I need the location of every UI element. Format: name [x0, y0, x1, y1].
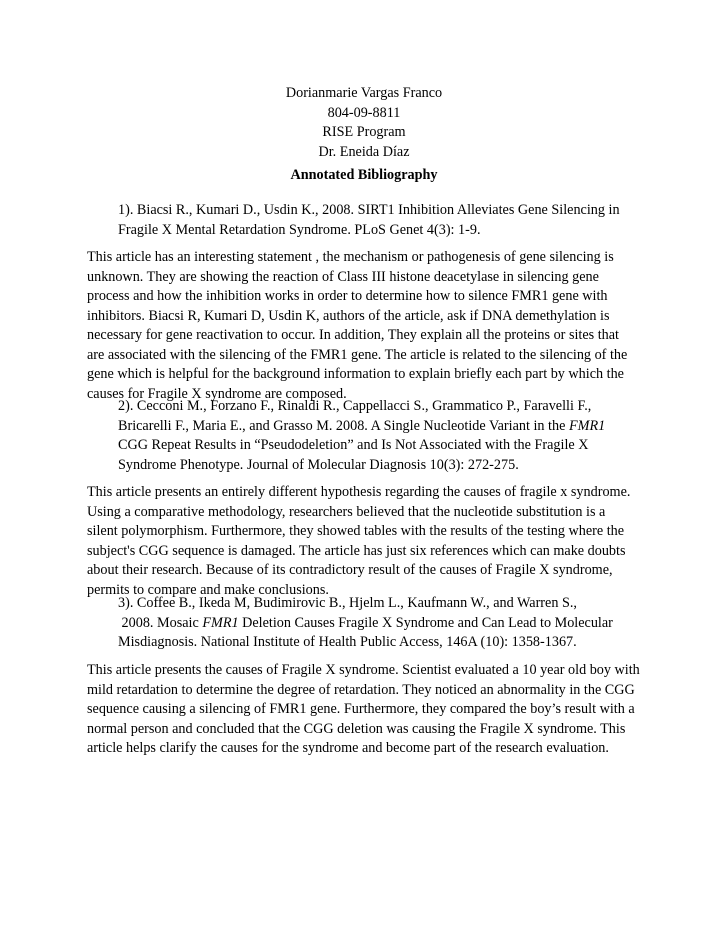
citation-text: Bricarelli F., Maria E., and Grasso M. 2008. A Single Nucleotide Variant in the [118, 417, 569, 434]
summary-line: about their research. Because of its contradictory result of the causes of Fragile X syndrome, [87, 562, 613, 578]
citation-line: CGG Repeat Results in “Pseudodeletion” and Is Not Associated with the Fragile X [118, 437, 589, 453]
gene-name: FMR1 [202, 614, 239, 631]
citation-line: Syndrome Phenotype. Journal of Molecular Diagnosis 10(3): 272-275. [118, 456, 519, 473]
citation-line: 2). Cecconi M., Forzano F., Rinaldi R., Cappellacci S., Grammatico P., Faravelli F., [118, 398, 592, 414]
summary-2 [87, 483, 657, 600]
citation-line: 3). Coffee B., Ikeda M, Budimirovic B., Hjelm L., Kaufmann W., and Warren S., [118, 595, 577, 611]
summary-1 [87, 248, 657, 404]
summary-line: are associated with the silencing of the FMR1 gene. The article is related to the silencing of the [87, 346, 628, 363]
citation-line [118, 417, 648, 437]
summary-line: mild retardation to determine the degree of retardation. They noticed an abnormality in the CGG [87, 681, 635, 698]
document-title: Annotated Bibliography [290, 167, 438, 183]
citation-line: 1). Biacsi R., Kumari D., Usdin K., 2008. SIRT1 Inhibition Alleviates Gene Silencing in [118, 202, 620, 218]
gene-name: FMR1 [568, 417, 606, 434]
author-name: Dorianmarie Vargas Franco [285, 85, 443, 101]
author-header [0, 84, 728, 162]
summary-line: necessary for gene reactivation to occur. In addition, They explain all the proteins or sites that [87, 327, 619, 343]
summary-line: normal person and concluded that the CGG deletion was causing the Fragile X syndrome. This [87, 720, 626, 737]
summary-3 [87, 661, 657, 759]
citation-2 [118, 397, 648, 475]
summary-line: subject's CGG sequence is damaged. The article has just six references which can make doubts [87, 542, 626, 559]
summary-line: inhibitors. Biacsi R, Kumari D, Usdin K, authors of the article, ask if DNA demethylation is [87, 307, 610, 324]
citation-line: Fragile X Mental Retardation Syndrome. PLoS Genet 4(3): 1-9. [118, 221, 481, 238]
citation-line: Misdiagnosis. National Institute of Health Public Access, 146A (10): 1358-1367. [118, 634, 577, 650]
student-id: 804-09-8811 [327, 104, 401, 121]
summary-line: sequence causing a silencing of FMR1 gene. Furthermore, they compared the boy’s result with a [87, 701, 635, 717]
summary-line: gene which is helpful for the background information to explain briefly each part by which the [87, 366, 624, 382]
advisor-name: Dr. Eneida Díaz [318, 143, 410, 160]
citation-text: 2008. Mosaic [118, 614, 203, 631]
summary-line: unknown. They are showing the reaction of Class III histone deacetylase in silencing gene [87, 268, 599, 285]
program-name: RISE Program [322, 124, 406, 140]
summary-line: permits to compare and make conclusions. [87, 581, 329, 598]
summary-line: silent polymorphism. Furthermore, they showed tables with the results of the testing where the [87, 523, 625, 539]
citation-3 [118, 594, 648, 653]
citation-text: Deletion Causes Fragile X Syndrome and Can Lead to Molecular [238, 614, 613, 631]
summary-line: This article has an interesting statement , the mechanism or pathogenesis of gene silencing is [87, 249, 614, 265]
summary-line: This article presents an entirely different hypothesis regarding the causes of fragile x syndrome. [87, 484, 631, 500]
summary-line: Using a comparative methodology, researchers believed that the nucleotide substitution is a [87, 503, 606, 520]
citation-line [118, 614, 648, 634]
citation-1 [118, 201, 648, 240]
summary-line: process and how the inhibition works in order to determine how to silence FMR1 gene with [87, 288, 608, 304]
summary-line: article helps clarify the causes for the syndrome and become part of the research evaluation. [87, 740, 609, 756]
summary-line: causes for Fragile X syndrome are composed. [87, 385, 347, 402]
summary-line: This article presents the causes of Fragile X syndrome. Scientist evaluated a 10 year old boy with [87, 662, 640, 678]
